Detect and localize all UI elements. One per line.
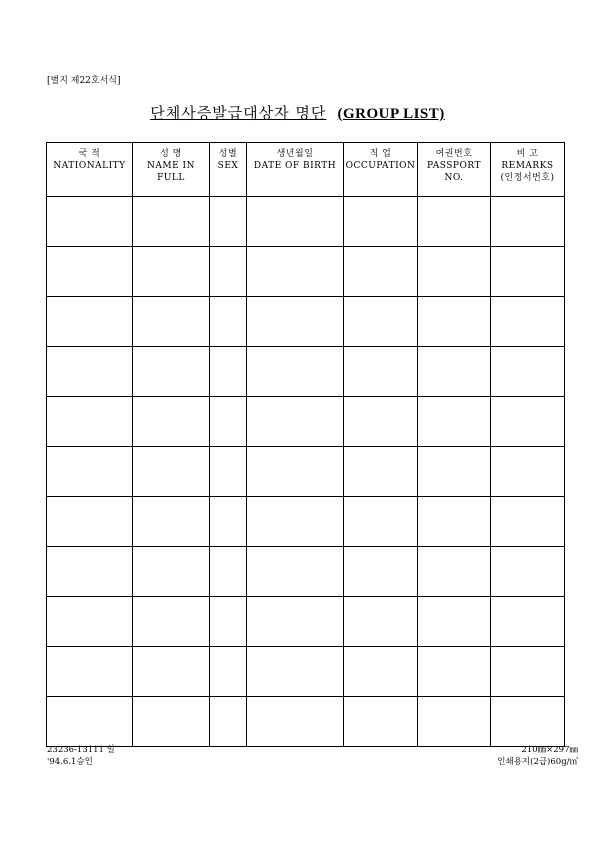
footer-right [497,744,578,768]
cell-nationality[interactable] [47,347,133,397]
cell-name[interactable] [133,647,210,697]
cell-nationality[interactable] [47,447,133,497]
table-row [47,547,565,597]
cell-date-of-birth[interactable] [247,497,344,547]
header-korean: 국 적 [78,149,101,159]
cell-remarks[interactable] [491,597,565,647]
group-list-table [46,142,565,747]
cell-passport[interactable] [418,347,491,397]
cell-name[interactable] [133,397,210,447]
cell-passport[interactable] [418,447,491,497]
header-english: NATIONALITY [53,161,126,171]
cell-date-of-birth[interactable] [247,247,344,297]
cell-date-of-birth[interactable] [247,597,344,647]
header-english: NAME IN [147,161,195,171]
cell-remarks[interactable] [491,547,565,597]
cell-sex[interactable] [210,247,247,297]
header-english: DATE OF BIRTH [253,161,337,171]
cell-date-of-birth[interactable] [247,447,344,497]
cell-passport[interactable] [418,547,491,597]
cell-nationality[interactable] [47,297,133,347]
table-row [47,497,565,547]
form-number-label: [별지 제22호서식] [47,76,121,86]
cell-name[interactable] [133,447,210,497]
title-english: (GROUP LIST) [337,106,445,122]
title-korean: 단체사증발급대상자 명단 [150,104,327,122]
table-row [47,297,565,347]
footer-left [47,744,115,768]
table-row [47,247,565,297]
cell-occupation[interactable] [344,197,418,247]
approval-date: '94.6.1승인 [47,757,93,767]
cell-occupation[interactable] [344,497,418,547]
cell-name[interactable] [133,597,210,647]
cell-occupation[interactable] [344,347,418,397]
header-korean: 생년월일 [276,149,314,159]
header-korean: 여권번호 [435,149,473,159]
cell-occupation[interactable] [344,297,418,347]
cell-sex[interactable] [210,197,247,247]
paper-spec: 인쇄용지(2급)60g/㎡ [497,757,578,767]
cell-occupation[interactable] [344,447,418,497]
cell-date-of-birth[interactable] [247,197,344,247]
table-row [47,697,565,747]
cell-nationality[interactable] [47,547,133,597]
cell-occupation[interactable] [344,647,418,697]
cell-nationality[interactable] [47,197,133,247]
column-header-date-of-birth [247,143,344,197]
header-korean: 직 업 [369,149,392,159]
cell-date-of-birth[interactable] [247,647,344,697]
cell-sex[interactable] [210,447,247,497]
cell-nationality[interactable] [47,247,133,297]
cell-date-of-birth[interactable] [247,297,344,347]
header-korean: 성 명 [160,149,182,159]
cell-name[interactable] [133,297,210,347]
cell-sex[interactable] [210,597,247,647]
column-header-name [133,143,210,197]
table-header-row [47,143,565,197]
cell-name[interactable] [133,197,210,247]
cell-nationality[interactable] [47,697,133,747]
table-row [47,397,565,447]
cell-date-of-birth[interactable] [247,397,344,447]
cell-sex[interactable] [210,647,247,697]
cell-passport[interactable] [418,597,491,647]
page-title [0,102,595,123]
column-header-occupation [344,143,418,197]
cell-sex[interactable] [210,297,247,347]
cell-name[interactable] [133,497,210,547]
cell-name[interactable] [133,697,210,747]
cell-remarks[interactable] [491,247,565,297]
cell-remarks[interactable] [491,297,565,347]
cell-passport[interactable] [418,697,491,747]
cell-passport[interactable] [418,297,491,347]
cell-occupation[interactable] [344,247,418,297]
cell-nationality[interactable] [47,397,133,447]
column-header-sex [210,143,247,197]
table-row [47,647,565,697]
cell-date-of-birth[interactable] [247,347,344,397]
cell-passport[interactable] [418,247,491,297]
cell-name[interactable] [133,347,210,397]
table-row [47,447,565,497]
header-english: PASSPORT [427,161,481,171]
cell-occupation[interactable] [344,547,418,597]
cell-nationality[interactable] [47,497,133,547]
cell-passport[interactable] [418,647,491,697]
cell-date-of-birth[interactable] [247,697,344,747]
table-row [47,347,565,397]
cell-remarks[interactable] [491,447,565,497]
cell-sex[interactable] [210,347,247,397]
cell-sex[interactable] [210,497,247,547]
header-english: REMARKS [501,161,554,171]
cell-name[interactable] [133,547,210,597]
cell-remarks[interactable] [491,697,565,747]
header-english-line2: (인정서번호) [500,173,555,183]
cell-remarks[interactable] [491,497,565,547]
table-row [47,597,565,647]
cell-passport[interactable] [418,497,491,547]
column-header-nationality [47,143,133,197]
cell-remarks[interactable] [491,347,565,397]
paper-size: 210㎜×297㎜ [521,745,578,755]
cell-remarks[interactable] [491,397,565,447]
header-korean: 비 고 [516,149,539,159]
cell-name[interactable] [133,247,210,297]
header-english-line2: FULL [157,173,185,183]
column-header-passport [418,143,491,197]
column-header-remarks [491,143,565,197]
cell-occupation[interactable] [344,697,418,747]
cell-remarks[interactable] [491,647,565,697]
header-korean: 성별 [218,149,238,159]
header-english-line2: NO. [444,173,464,183]
cell-passport[interactable] [418,197,491,247]
cell-sex[interactable] [210,697,247,747]
cell-nationality[interactable] [47,647,133,697]
form-code: 23236-13111 일 [47,745,115,755]
cell-occupation[interactable] [344,597,418,647]
cell-passport[interactable] [418,397,491,447]
cell-sex[interactable] [210,397,247,447]
cell-occupation[interactable] [344,397,418,447]
cell-remarks[interactable] [491,197,565,247]
table-body [47,197,565,747]
cell-sex[interactable] [210,547,247,597]
header-english: OCCUPATION [345,161,416,171]
cell-date-of-birth[interactable] [247,547,344,597]
cell-nationality[interactable] [47,597,133,647]
header-english: SEX [217,161,239,171]
table-row [47,197,565,247]
